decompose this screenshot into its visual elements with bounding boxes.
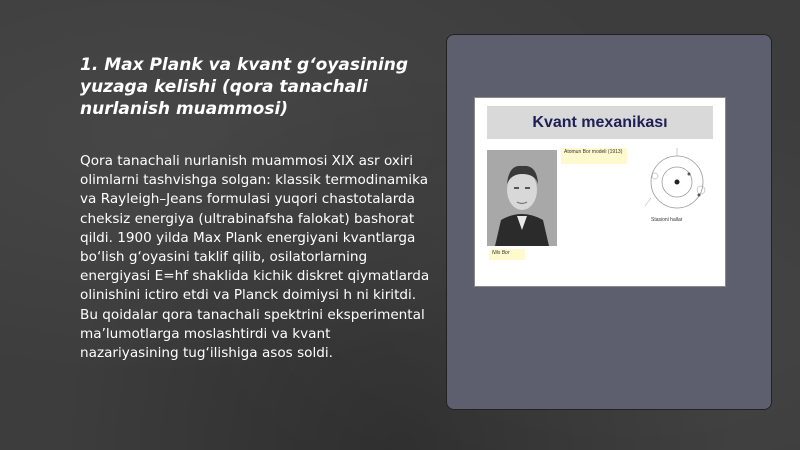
embedded-title: Kvant mexanikası: [532, 113, 668, 131]
portrait-photo: [487, 150, 557, 246]
portrait-figure: [487, 150, 557, 246]
orbit-label: Stasioni hallar: [651, 217, 683, 223]
portrait-name: Nils Bor: [489, 249, 525, 260]
slide-body-text: Qora tanachali nurlanish muammosi XIX asr oxiri olimlarni tashvishga solgan: klassik termodinamika va Rayleigh–Jeans formulasi yuqori chastotalarda cheksiz energiya (ultrabinafsha falokat) bashorat qildi. 1900 yilda Max Plank energiyani kvantlarga bo‘lish g‘oyasini taklif qilib, osilatorlarning energiyasi E=hf shaklida kichik diskret qiymatlarda olinishini ictiro etdi va Planck doimiysi h ni kiritdi. Bu qoidalar qora tanachali spektrini eksperimental ma’lumotlarga moslashtirdi va kvant nazariyasining tug‘ilishiga asos soldi.: [80, 153, 430, 362]
model-caption: Atomun Bor modeli (1913): [561, 148, 627, 164]
embedded-title-bar: [487, 106, 713, 139]
slide-title: 1. Max Plank va kvant g‘oyasining yuzaga kelishi (qora tanachali nurlanish muammosi): [80, 55, 409, 119]
embedded-slide-image: [475, 98, 725, 286]
bohr-atom-diagram: [637, 138, 717, 226]
atom-orbits: [637, 138, 717, 226]
